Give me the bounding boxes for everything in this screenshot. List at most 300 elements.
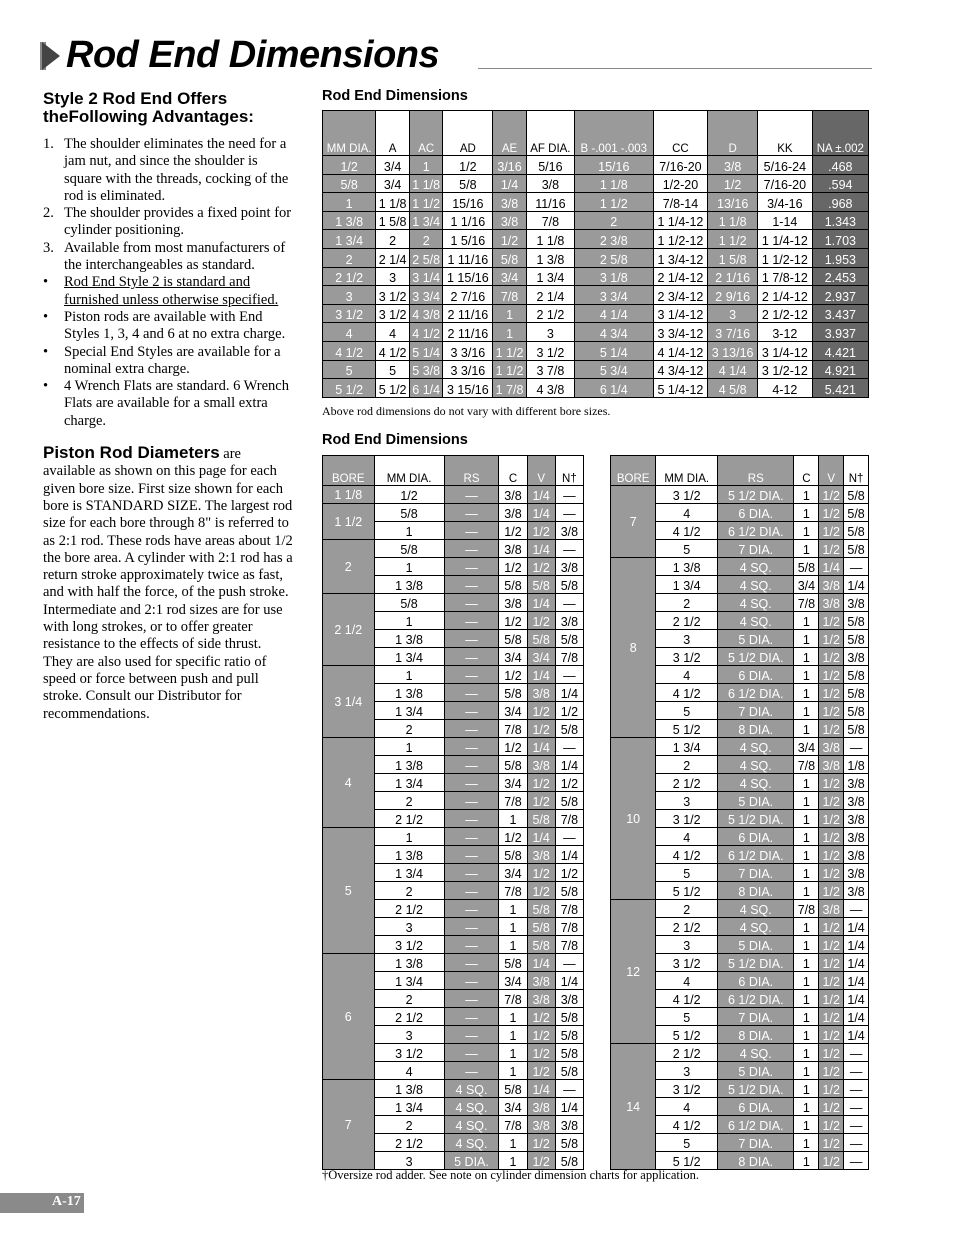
- table-cell: 5/8: [844, 504, 869, 522]
- table-cell: —: [444, 630, 499, 648]
- table-cell: 3/8: [708, 156, 758, 175]
- table-cell: 4: [656, 1098, 718, 1116]
- table-row: [323, 594, 584, 612]
- table-cell: 8 DIA.: [718, 720, 794, 738]
- table-row: [323, 174, 869, 193]
- table-cell: 1/2: [555, 864, 583, 882]
- table-cell: 5/8: [844, 486, 869, 504]
- table-cell: 4 SQ.: [718, 738, 794, 756]
- table-cell: 2 1/2: [656, 1044, 718, 1062]
- table-row: [323, 304, 869, 323]
- table-cell: 3/4: [499, 1098, 527, 1116]
- table-cell: 4 3/4-12: [653, 360, 708, 379]
- table-cell: 1/4: [555, 972, 583, 990]
- table-row: [611, 486, 869, 504]
- table-cell: 8 DIA.: [718, 1026, 794, 1044]
- table-cell: —: [444, 504, 499, 522]
- table-cell: 1/2: [527, 1026, 555, 1044]
- table-cell: 3/8: [527, 972, 555, 990]
- table-cell: 3 1/2: [656, 486, 718, 504]
- column-header: V: [819, 456, 844, 486]
- table-cell: 2 1/4-12: [758, 286, 813, 305]
- table-cell: 5/8: [443, 174, 493, 193]
- table-row: [323, 379, 869, 398]
- table-cell: 1: [794, 630, 819, 648]
- table-cell: 1: [499, 900, 527, 918]
- table-cell: 1/2: [819, 864, 844, 882]
- table-cell: 2: [374, 720, 444, 738]
- table-cell: 7/8: [499, 720, 527, 738]
- table-cell: 2: [374, 792, 444, 810]
- item-text: Special End Styles are available for a nominal extra charge.: [64, 343, 281, 377]
- table-cell: 1 3/4-12: [653, 248, 708, 267]
- table-cell: 2 5/8: [409, 248, 443, 267]
- table-cell: 3/16: [493, 156, 527, 175]
- table-cell: 7 DIA.: [718, 1008, 794, 1026]
- table-cell: 1/4: [493, 174, 527, 193]
- table-cell: 1: [794, 990, 819, 1008]
- table-cell: 8 DIA.: [718, 882, 794, 900]
- table-cell: 3.437: [812, 304, 868, 323]
- table-cell: 1/2: [819, 918, 844, 936]
- table-cell: —: [444, 720, 499, 738]
- table-cell: 3/8: [844, 810, 869, 828]
- table-cell: 5/8: [499, 630, 527, 648]
- table-cell: 3/8: [844, 882, 869, 900]
- table-cell: 5 1/2: [656, 720, 718, 738]
- table-cell: —: [555, 540, 583, 558]
- table-cell: 1 3/4: [656, 576, 718, 594]
- table-cell: 4: [656, 972, 718, 990]
- table-cell: 1: [794, 954, 819, 972]
- table-cell: 4 SQ.: [718, 558, 794, 576]
- table-cell: 1: [794, 1062, 819, 1080]
- table-cell: 1: [794, 720, 819, 738]
- table-cell: 1: [794, 504, 819, 522]
- table-cell: 2: [323, 248, 376, 267]
- table-cell: —: [444, 594, 499, 612]
- table-cell: 5.421: [812, 379, 868, 398]
- table-cell: 1: [794, 1008, 819, 1026]
- table-cell: 3 1/2: [656, 648, 718, 666]
- table-cell: 1/2: [819, 792, 844, 810]
- table-cell: 5 1/2 DIA.: [718, 954, 794, 972]
- table-cell: 5/8: [844, 522, 869, 540]
- table-cell: 7 DIA.: [718, 1134, 794, 1152]
- table-cell: 6 1/2 DIA.: [718, 990, 794, 1008]
- table-cell: 1: [794, 774, 819, 792]
- table-cell: 1/2: [527, 792, 555, 810]
- table-cell: 3 1/2: [374, 1044, 444, 1062]
- table-cell: 1/2: [527, 558, 555, 576]
- table-cell: 3 1/2: [526, 341, 574, 360]
- table-cell: 7/8: [555, 648, 583, 666]
- table-cell: 1/2: [819, 522, 844, 540]
- bore-cell: 2 1/2: [323, 594, 375, 666]
- table-cell: 1 1/2: [708, 230, 758, 249]
- table-cell: 3/8: [527, 1116, 555, 1134]
- table-cell: 2: [656, 594, 718, 612]
- table-cell: 1/4: [527, 504, 555, 522]
- item-text: Piston rods are available with End Styles 1, 3, 4 and 6 at no extra charge.: [64, 308, 286, 343]
- table-cell: 5 3/8: [409, 360, 443, 379]
- table-cell: .594: [812, 174, 868, 193]
- table-cell: 5 3/4: [574, 360, 653, 379]
- table-cell: 3/8: [527, 684, 555, 702]
- item-marker: •: [43, 274, 49, 291]
- table-cell: 4 SQ.: [444, 1080, 499, 1098]
- table-cell: —: [444, 900, 499, 918]
- table-cell: 3: [376, 267, 410, 286]
- table-cell: 5/8: [555, 576, 583, 594]
- table-cell: 1/2: [527, 702, 555, 720]
- table-cell: 5/8: [555, 1134, 583, 1152]
- table-row: [611, 900, 869, 918]
- table-cell: 1 1/2-12: [653, 230, 708, 249]
- table-cell: 1/2: [819, 486, 844, 504]
- table-cell: —: [444, 702, 499, 720]
- table-cell: 1: [499, 936, 527, 954]
- table-cell: 1: [499, 810, 527, 828]
- table-cell: 4 SQ.: [444, 1134, 499, 1152]
- table-cell: 6 1/2 DIA.: [718, 846, 794, 864]
- table-cell: 1: [493, 323, 527, 342]
- table-cell: 2.453: [812, 267, 868, 286]
- table-cell: 1/2: [499, 828, 527, 846]
- table-cell: 1: [794, 540, 819, 558]
- piston-rod-paragraph: [43, 444, 293, 723]
- table-cell: 1/2: [819, 666, 844, 684]
- table-cell: 2 1/2: [526, 304, 574, 323]
- table-cell: 1/2: [499, 738, 527, 756]
- table-cell: 1/2: [819, 1152, 844, 1170]
- table-cell: 1: [323, 193, 376, 212]
- table-cell: 1 1/8: [409, 174, 443, 193]
- bore-cell: 12: [611, 900, 656, 1044]
- item-text: The shoulder eliminates the need for a jam nut, and since the shoulder is square with the threads, cocking of the rod is eliminated.: [64, 136, 289, 204]
- table-cell: 7/8: [499, 1116, 527, 1134]
- table-cell: 4 1/4: [708, 360, 758, 379]
- table-cell: 1/2: [819, 504, 844, 522]
- advantage-item: [43, 344, 293, 379]
- item-text: Rod End Style 2 is standard and furnished unless otherwise specified.: [64, 274, 279, 308]
- page-title: Rod End Dimensions: [66, 34, 440, 76]
- column-header: BORE: [611, 456, 656, 486]
- table-cell: 1/4: [844, 972, 869, 990]
- table-cell: 4 SQ.: [718, 612, 794, 630]
- table-cell: 1/2: [819, 684, 844, 702]
- table-cell: 5/8: [844, 630, 869, 648]
- table-cell: 5/8: [555, 1026, 583, 1044]
- table-cell: 1 1/8: [376, 193, 410, 212]
- table-cell: 2 1/2: [656, 774, 718, 792]
- table-cell: 3 1/2: [376, 304, 410, 323]
- table-cell: 1: [499, 1008, 527, 1026]
- table-cell: 5/8: [794, 558, 819, 576]
- table-cell: 4 SQ.: [718, 918, 794, 936]
- table-cell: —: [444, 1044, 499, 1062]
- table-cell: 1 5/8: [708, 248, 758, 267]
- table-cell: 2 1/4: [376, 248, 410, 267]
- table-row: [323, 248, 869, 267]
- table-cell: 3: [656, 792, 718, 810]
- table-cell: 3.937: [812, 323, 868, 342]
- bore-cell: 3 1/4: [323, 666, 375, 738]
- table-cell: 3/8: [499, 486, 527, 504]
- table-cell: —: [444, 846, 499, 864]
- table-cell: 1/4: [527, 954, 555, 972]
- table-cell: 1/2: [819, 972, 844, 990]
- table-cell: 1: [374, 738, 444, 756]
- table-cell: 5/8: [374, 504, 444, 522]
- table-cell: —: [555, 954, 583, 972]
- table-cell: 3-12: [758, 323, 813, 342]
- table-cell: 2 1/2: [374, 1008, 444, 1026]
- table-cell: 3/4: [499, 648, 527, 666]
- table-cell: 3 3/16: [443, 341, 493, 360]
- table-cell: 3/4: [493, 267, 527, 286]
- table-cell: 1: [794, 1134, 819, 1152]
- bore-cell: 4: [323, 738, 375, 828]
- table-cell: 1/4: [527, 1080, 555, 1098]
- table-cell: 3/8: [499, 594, 527, 612]
- table-row: [323, 738, 584, 756]
- table-cell: 2: [656, 900, 718, 918]
- table-cell: 1/2: [819, 1134, 844, 1152]
- table-cell: 5/8: [374, 594, 444, 612]
- column-header: MM DIA.: [323, 111, 376, 156]
- table-cell: 3 1/2: [323, 304, 376, 323]
- table-cell: 4 1/2: [376, 341, 410, 360]
- table-cell: 1/2: [819, 810, 844, 828]
- table-row: [323, 504, 584, 522]
- table-cell: 2 3/4-12: [653, 286, 708, 305]
- bore-cell: 7: [611, 486, 656, 558]
- table-cell: 1/2: [819, 1062, 844, 1080]
- table-cell: 1/4: [527, 828, 555, 846]
- table-cell: 3 15/16: [443, 379, 493, 398]
- table-row: [323, 828, 584, 846]
- table-cell: 4 1/2: [656, 1116, 718, 1134]
- table-cell: 5: [376, 360, 410, 379]
- table-cell: 6 DIA.: [718, 1098, 794, 1116]
- bore-cell: 14: [611, 1044, 656, 1170]
- table-cell: 1 3/8: [323, 211, 376, 230]
- table-cell: 1 3/8: [656, 558, 718, 576]
- table-cell: 5 1/2: [323, 379, 376, 398]
- table-cell: —: [444, 738, 499, 756]
- table-cell: 2.937: [812, 286, 868, 305]
- item-marker: 2.: [43, 205, 54, 222]
- table-cell: 3: [374, 918, 444, 936]
- table-cell: 1 1/2: [409, 193, 443, 212]
- item-marker: 1.: [43, 136, 54, 152]
- table-cell: 6 1/2 DIA.: [718, 684, 794, 702]
- table-cell: —: [844, 1044, 869, 1062]
- bore-cell: 1 1/2: [323, 504, 375, 540]
- table-cell: 5/8: [499, 576, 527, 594]
- table-cell: 5 1/2 DIA.: [718, 486, 794, 504]
- table-cell: 3/8: [527, 756, 555, 774]
- column-header: A: [376, 111, 410, 156]
- table-cell: 1: [794, 666, 819, 684]
- table-cell: 1: [794, 1116, 819, 1134]
- table-cell: 5/8: [844, 666, 869, 684]
- table-cell: 1-14: [758, 211, 813, 230]
- table-cell: 5/8: [844, 612, 869, 630]
- bore-cell: 2: [323, 540, 375, 594]
- table-cell: 4 1/2: [656, 846, 718, 864]
- table-row: [611, 1044, 869, 1062]
- column-header: MM DIA.: [656, 456, 718, 486]
- table-cell: —: [555, 828, 583, 846]
- table-cell: 3 3/16: [443, 360, 493, 379]
- advantage-item: [43, 136, 293, 205]
- table-cell: 3/8: [555, 558, 583, 576]
- table-cell: 7/16-20: [758, 174, 813, 193]
- table-cell: 1/2: [819, 846, 844, 864]
- table-cell: 1: [499, 1152, 527, 1170]
- table-cell: 2: [376, 230, 410, 249]
- table-cell: —: [844, 1152, 869, 1170]
- page-header: [40, 34, 872, 78]
- arrow-icon: [42, 42, 60, 70]
- table-cell: 3/8: [527, 990, 555, 1008]
- table-cell: 1: [794, 846, 819, 864]
- table-cell: 7/8-14: [653, 193, 708, 212]
- table-cell: 3/8: [844, 792, 869, 810]
- table-cell: 3/8: [493, 211, 527, 230]
- table-cell: 5/8: [527, 936, 555, 954]
- table-cell: 1.703: [812, 230, 868, 249]
- table2-title: Rod End Dimensions: [322, 432, 468, 448]
- table-cell: 2 1/2: [374, 1134, 444, 1152]
- table-header-row: [323, 111, 869, 156]
- table-cell: 4 SQ.: [718, 576, 794, 594]
- table-cell: 1: [794, 1152, 819, 1170]
- table-cell: —: [555, 1080, 583, 1098]
- table-cell: 5/8: [499, 846, 527, 864]
- column-header: RS: [718, 456, 794, 486]
- table-cell: 3/4-16: [758, 193, 813, 212]
- table-cell: 1/4: [819, 558, 844, 576]
- table-cell: 4 SQ.: [718, 594, 794, 612]
- table-cell: 4.421: [812, 341, 868, 360]
- table-cell: 1/2: [443, 156, 493, 175]
- item-marker: •: [43, 343, 49, 360]
- page-number: A-17: [52, 1194, 81, 1209]
- table-cell: 2 1/2: [656, 612, 718, 630]
- table-cell: 5/8: [555, 882, 583, 900]
- table-cell: 7/8: [794, 594, 819, 612]
- table-cell: —: [844, 738, 869, 756]
- table-cell: 1/2: [527, 882, 555, 900]
- table-cell: 4: [376, 323, 410, 342]
- advantage-item: [43, 378, 293, 430]
- table-cell: 3 1/2: [376, 286, 410, 305]
- table-cell: 3 1/4: [409, 267, 443, 286]
- table-cell: 1: [374, 612, 444, 630]
- table-cell: 1 3/8: [374, 630, 444, 648]
- table-cell: 7/8: [555, 936, 583, 954]
- table-cell: 4 3/4: [574, 323, 653, 342]
- table-cell: —: [444, 666, 499, 684]
- table-cell: 2 11/16: [443, 323, 493, 342]
- table-cell: 1/2: [555, 702, 583, 720]
- table-cell: 1: [499, 918, 527, 936]
- table-row: [323, 156, 869, 175]
- table-cell: 5/8: [499, 954, 527, 972]
- item-marker: •: [43, 378, 49, 395]
- table-cell: 5 1/2 DIA.: [718, 648, 794, 666]
- table-cell: 3 1/4-12: [758, 341, 813, 360]
- table-cell: 6 DIA.: [718, 828, 794, 846]
- bore-cell: 8: [611, 558, 656, 738]
- table-cell: 6 1/2 DIA.: [718, 522, 794, 540]
- piston-rod-heading: Piston Rod Diameters: [43, 443, 220, 463]
- table-cell: 1/2: [819, 648, 844, 666]
- table-cell: 4 SQ.: [718, 756, 794, 774]
- table-cell: 4 1/4: [574, 304, 653, 323]
- column-header: V: [527, 456, 555, 486]
- table-cell: 7/8: [499, 882, 527, 900]
- table-cell: 5/8: [555, 1062, 583, 1080]
- table-cell: 5/8: [499, 684, 527, 702]
- table-cell: 4: [656, 504, 718, 522]
- table-cell: 3 1/2: [656, 1080, 718, 1098]
- table-cell: 4 SQ.: [718, 900, 794, 918]
- table-cell: 3: [708, 304, 758, 323]
- table-cell: 7 DIA.: [718, 540, 794, 558]
- table-cell: 1 1/4-12: [758, 230, 813, 249]
- table-cell: 3: [656, 1062, 718, 1080]
- table-cell: 4 SQ.: [718, 774, 794, 792]
- table-cell: —: [444, 612, 499, 630]
- table-cell: —: [444, 990, 499, 1008]
- table-cell: —: [444, 918, 499, 936]
- table-cell: 5 1/2: [656, 882, 718, 900]
- table-cell: 7/16-20: [653, 156, 708, 175]
- table-cell: 2: [409, 230, 443, 249]
- table-cell: 1 3/4: [409, 211, 443, 230]
- table-cell: 1: [493, 304, 527, 323]
- table-cell: 1/2: [527, 1152, 555, 1170]
- table-cell: 1/2: [527, 612, 555, 630]
- bore-rod-table-right: [610, 455, 869, 1170]
- table-cell: 2 1/4: [526, 286, 574, 305]
- table-cell: 1/4: [844, 1026, 869, 1044]
- table-cell: 3 3/4-12: [653, 323, 708, 342]
- table-cell: 1: [499, 1062, 527, 1080]
- column-header: C: [499, 456, 527, 486]
- table-cell: —: [444, 576, 499, 594]
- table-cell: 4 1/2: [656, 522, 718, 540]
- column-header: AE: [493, 111, 527, 156]
- table-cell: 1/4: [555, 1098, 583, 1116]
- table-cell: 3/8: [844, 648, 869, 666]
- table-cell: —: [844, 1116, 869, 1134]
- table-cell: 1: [794, 522, 819, 540]
- table-cell: 1/4: [555, 756, 583, 774]
- table-cell: 1 3/8: [374, 576, 444, 594]
- table-cell: 4 5/8: [708, 379, 758, 398]
- table-cell: 5/8: [323, 174, 376, 193]
- table-cell: —: [444, 774, 499, 792]
- table-cell: 1 3/4: [374, 1098, 444, 1116]
- table-cell: 5/8: [499, 1080, 527, 1098]
- table-cell: 2 11/16: [443, 304, 493, 323]
- table-cell: 3 13/16: [708, 341, 758, 360]
